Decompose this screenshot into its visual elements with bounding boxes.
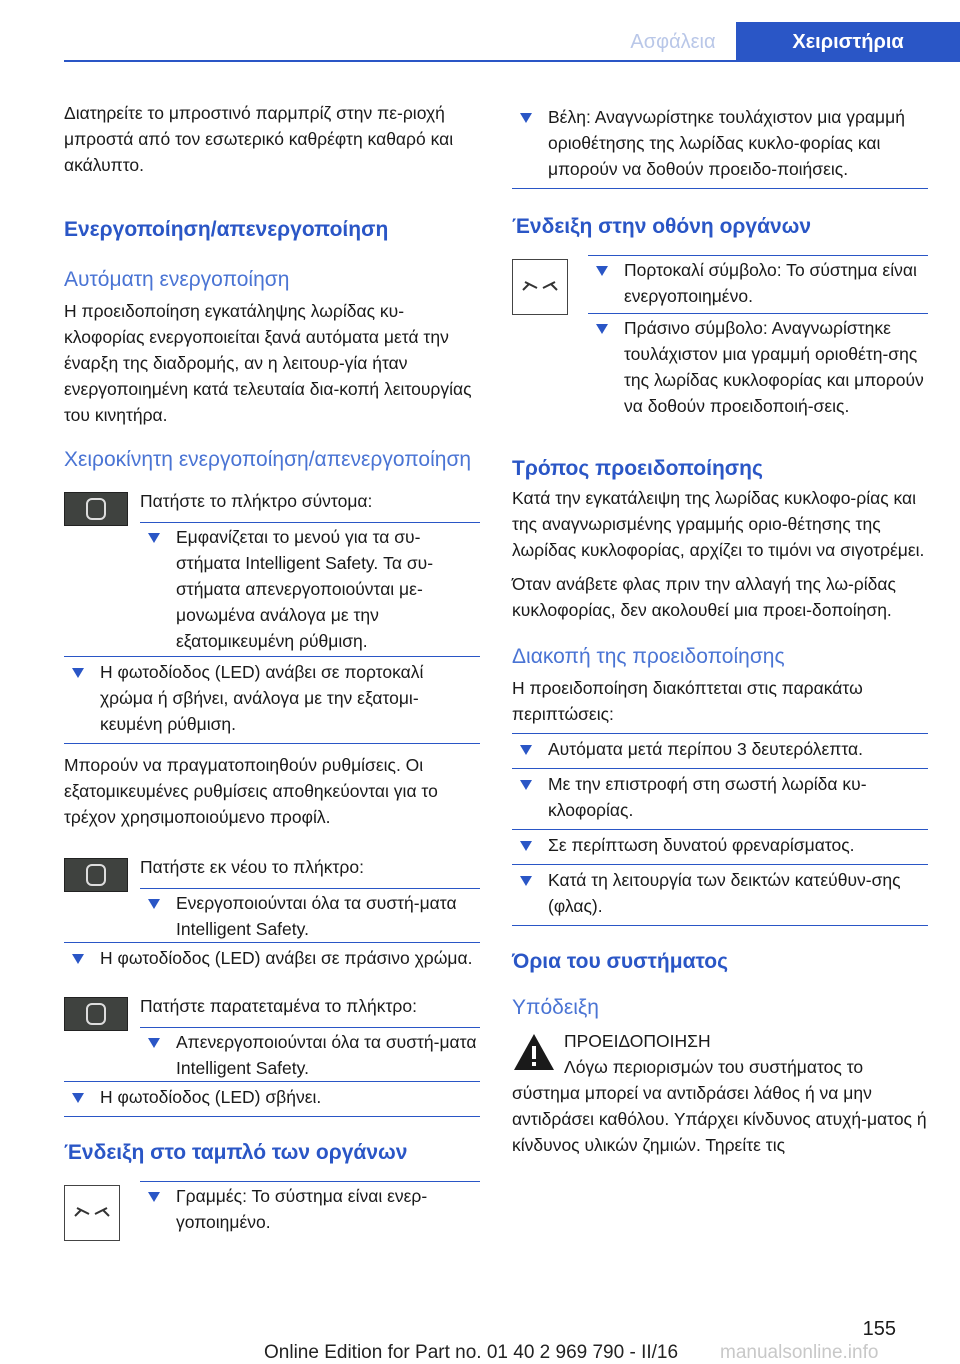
led-green-item: Η φωτοδίοδος (LED) ανάβει σε πράσινο χρώμα. [64, 945, 480, 971]
safety-button-image [64, 858, 128, 892]
menu-appears-item: Εμφανίζεται το μενού για τα συ‐στήματα Intelligent Safety. Τα συ‐στήματα απενεργοποιούνται με‐μονωμένα ανάλογα με την εξατομικευμένη ρύθμιση. [140, 524, 480, 654]
watermark: manualsonline.info [720, 1342, 879, 1363]
arrow-item: Βέλη: Αναγνωρίστηκε τουλάχιστον μια γραμμή οριοθέτησης της λωρίδας κυκλο‐φορίας και μπορούν να δοθούν προειδο‐ποιήσεις. [512, 104, 928, 182]
heading-interrupt: Διακοπή της προειδοποίησης [512, 645, 785, 668]
interrupt-item-1: Αυτόματα μετά περίπου 3 δευτερόλεπτα. [512, 736, 928, 762]
heading-warning-mode: Τρόπος προειδοποίησης [512, 457, 763, 480]
edition-text: Online Edition for Part no. 01 40 2 969 790 - II/16 [264, 1342, 679, 1363]
automatic-text: Η προειδοποίηση εγκατάληψης λωρίδας κυ‐κλοφορίας ενεργοποιείται ξανά αυτόματα μετά την έναρξη της διαδρομής, αν η λειτουρ‐γία ήταν ενεργοποιημένη κατά τελευταία δια‐κοπή λειτουργίας του κινητήρα. [64, 301, 472, 425]
all-on-item: Ενεργοποιούνται όλα τα συστή‐ματα Intelligent Safety. [140, 890, 480, 942]
press-again-text: Πατήστε εκ νέου το πλήκτρο: [140, 857, 364, 877]
safety-button-image [64, 997, 128, 1031]
led-orange-item: Η φωτοδίοδος (LED) ανάβει σε πορτοκαλί χρώμα ή σβήνει, ανάλογα με την εξατομι‐κευμένη ρύθμιση. [64, 659, 480, 737]
press-again-block [64, 854, 480, 939]
press-long-block [64, 993, 480, 1078]
green-symbol-item: Πράσινο σύμβολο: Αναγνωρίστηκε τουλάχιστον μια γραμμή οριοθέτη‐σης της λωρίδας κυκλοφορίας και μπορούν να δοθούν προειδοποιή‐σεις. [588, 315, 928, 419]
lines-item: Γραμμές: Το σύστημα είναι ενερ‐γοποιημένο. [140, 1183, 480, 1235]
lines-block [64, 1181, 480, 1241]
orange-symbol-item: Πορτοκαλί σύμβολο: Το σύστημα είναι ενεργοποιημένο. [588, 257, 928, 309]
warning-block [512, 1028, 928, 1158]
heading-on-off: Ενεργοποίηση/απενεργοποίηση [64, 218, 389, 241]
interrupt-text: Η προειδοποίηση διακόπτεται στις παρακάτω περιπτώσεις: [512, 678, 863, 724]
lane-lines-icon [64, 1185, 120, 1241]
interrupt-item-2: Με την επιστροφή στη σωστή λωρίδα κυ‐κλοφορίας. [512, 771, 928, 823]
press-short-block [64, 488, 480, 651]
lane-symbol-icon [512, 259, 568, 315]
interrupt-item-3: Σε περίπτωση δυνατού φρεναρίσματος. [512, 832, 928, 858]
warning-text: Λόγω περιορισμών του συστήματος το σύστημα μπορεί να αντιδράσει λάθος ή να μην αντιδράσει καθόλου. Υπάρχει κίνδυνος ατυχή‐ματος ή κίνδυνος υλικών ζημιών. Τηρείτε τις [512, 1057, 927, 1155]
heading-limits: Όρια του συστήματος [512, 950, 729, 973]
intro-text: Διατηρείτε το μπροστινό παρμπρίζ στην πε‐ριοχή μπροστά από τον εσωτερικό καθρέφτη καθαρό και ακάλυπτο. [64, 103, 454, 175]
heading-display: Ένδειξη στην οθόνη οργάνων [512, 215, 812, 238]
led-off-item: Η φωτοδίοδος (LED) σβήνει. [64, 1084, 480, 1110]
header-divider [64, 60, 960, 62]
header-tabs [0, 22, 960, 62]
tab-controls[interactable]: Χειριστήρια [736, 22, 960, 62]
heading-automatic: Αυτόματη ενεργοποίηση [64, 268, 290, 291]
heading-manual: Χειροκίνητη ενεργοποίηση/απενεργοποίηση [64, 448, 472, 471]
interrupt-item-4: Κατά τη λειτουργία των δεικτών κατεύθυν‐σης (φλας). [512, 867, 928, 919]
heading-instrument-cluster: Ένδειξη στο ταμπλό των οργάνων [64, 1141, 408, 1164]
flash-text: Όταν ανάβετε φλας πριν την αλλαγή της λω‐ρίδας κυκλοφορίας, δεν ακολουθεί μια προει‐δοποίηση. [512, 574, 896, 620]
display-block [512, 255, 928, 447]
warning-title: ΠΡΟΕΙΔΟΠΟΙΗΣΗ [564, 1031, 711, 1051]
heading-note: Υπόδειξη [512, 996, 599, 1019]
press-short-text: Πατήστε το πλήκτρο σύντομα: [140, 491, 373, 511]
safety-button-image [64, 492, 128, 526]
right-column [512, 100, 928, 1158]
settings-text: Μπορούν να πραγματοποιηθούν ρυθμίσεις. Οι εξατομικευμένες ρυθμίσεις αποθηκεύονται για το τρέχον χρησιμοποιούμενο προφίλ. [64, 755, 438, 827]
left-column [64, 100, 480, 1241]
page-number: 155 [862, 1318, 896, 1340]
warning-mode-text: Κατά την εγκατάλειψη της λωρίδας κυκλοφο‐ρίας και της αναγνωρισμένης γραμμής οριο‐θέτησης της λωρίδας κυκλοφορίας, αρχίζει το τιμόνι να σιγοτρέμει. [512, 488, 925, 560]
tab-safety[interactable]: Ασφάλεια [630, 31, 716, 53]
press-long-text: Πατήστε παρατεταμένα το πλήκτρο: [140, 996, 417, 1016]
all-off-item: Απενεργοποιούνται όλα τα συστή‐ματα Intelligent Safety. [140, 1029, 480, 1081]
